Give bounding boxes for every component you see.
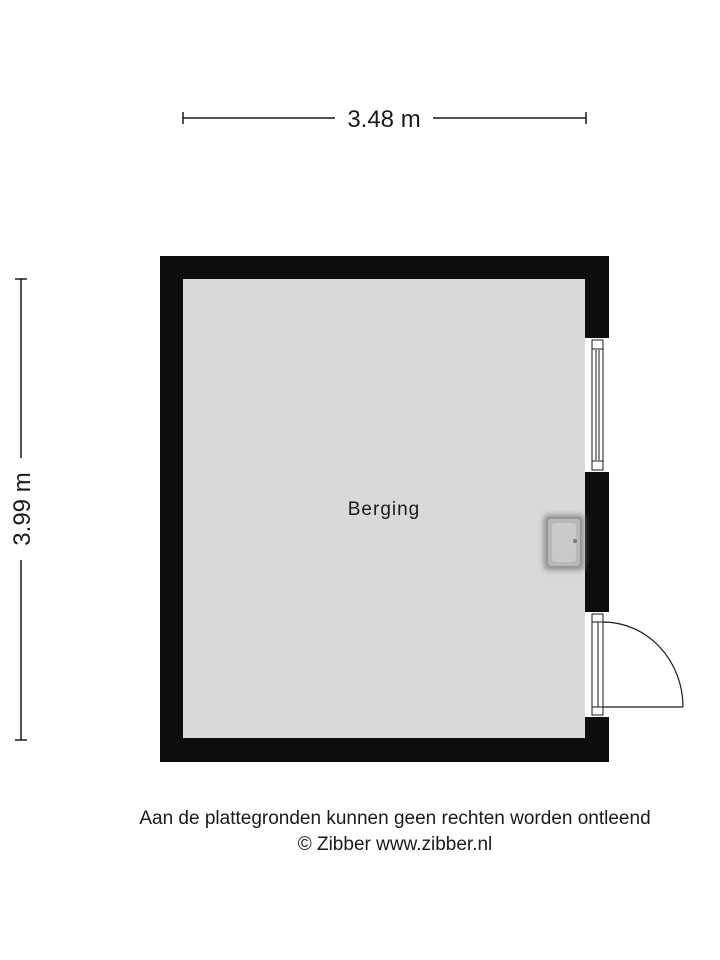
footer-copyright: © Zibber www.zibber.nl — [297, 834, 493, 855]
door-jamb-top — [592, 614, 603, 622]
door — [585, 612, 683, 717]
window-frame — [592, 340, 603, 470]
width-dimension — [183, 106, 586, 133]
height-dimension-label: 3.99 m — [9, 472, 36, 546]
window-sill-top — [592, 340, 603, 349]
sink-drain — [573, 539, 577, 543]
room-storage — [160, 256, 683, 762]
door-swing-arc — [603, 622, 683, 707]
room-label: Berging — [347, 499, 421, 520]
height-dimension — [9, 279, 36, 740]
window — [585, 338, 610, 472]
sink — [544, 515, 584, 570]
door-jamb-bottom — [592, 707, 603, 715]
window-sill-bottom — [592, 461, 603, 470]
width-dimension-label: 3.48 m — [347, 106, 421, 133]
footer-disclaimer: Aan de plattegronden kunnen geen rechten worden ontleend — [139, 808, 651, 829]
sink-inner — [552, 523, 576, 562]
